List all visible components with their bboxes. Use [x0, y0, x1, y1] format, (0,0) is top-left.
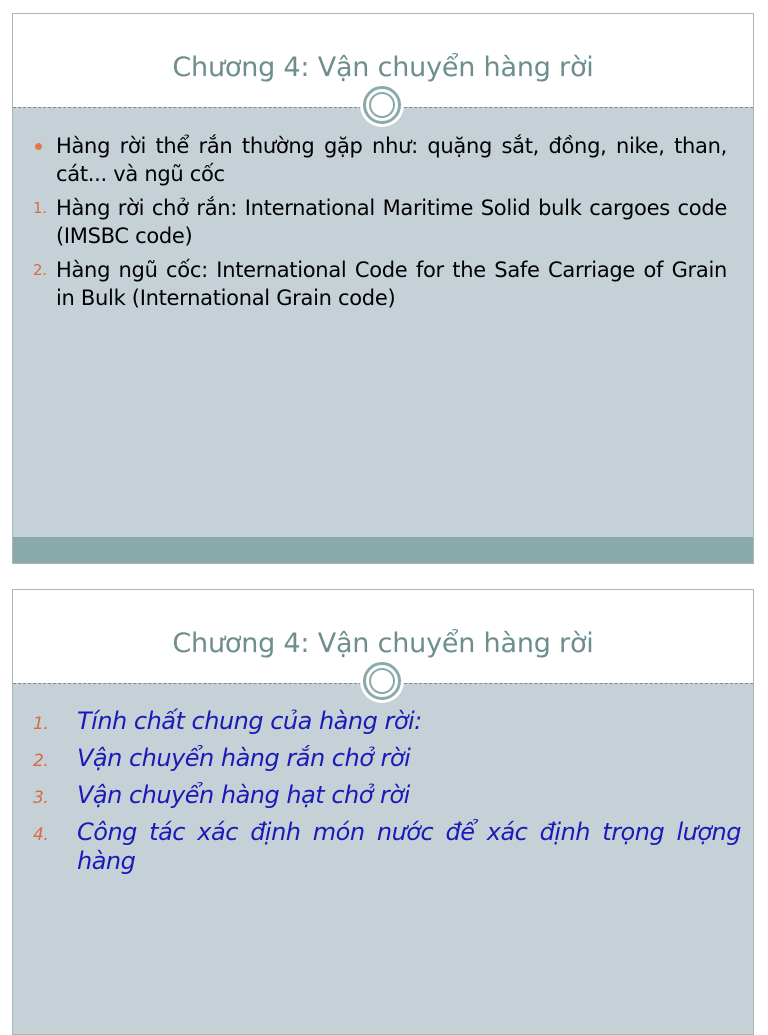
outline-item-text: Vận chuyển hàng rắn chở rời	[77, 744, 411, 772]
list-item-text: Hàng ngũ cốc: International Code for the Safe Carriage of Grain in Bulk (International Grain code)	[56, 258, 727, 310]
outline-item-number: 2.	[33, 751, 49, 771]
bullet-dot-icon	[35, 143, 42, 150]
outline-item	[13, 818, 753, 876]
footer-bar	[13, 537, 753, 563]
outline-item-number: 4.	[33, 825, 49, 845]
outline-item-text: Tính chất chung của hàng rời:	[77, 707, 422, 735]
slide-1	[12, 13, 754, 564]
outline-item-number: 3.	[33, 788, 49, 808]
circle-ornament-icon	[363, 86, 401, 124]
list-item-number: 2.	[33, 261, 47, 279]
outline-item-text: Công tác xác định món nước để xác định trọng lượng hàng	[77, 818, 741, 875]
outline-item	[13, 707, 753, 736]
slide-2	[12, 589, 754, 1035]
slide-content	[13, 132, 753, 318]
outline-item-text: Vận chuyển hàng hạt chở rời	[77, 781, 410, 809]
slide-title: Chương 4: Vận chuyển hàng rời	[172, 52, 594, 83]
list-item	[13, 194, 753, 250]
list-item	[13, 256, 753, 312]
outline-item	[13, 781, 753, 810]
outline-item-number: 1.	[33, 714, 49, 734]
list-item-text: Hàng rời thể rắn thường gặp như: quặng sắt, đồng, nike, than, cát... và ngũ cốc	[56, 134, 727, 186]
outline-item	[13, 744, 753, 773]
slide-content	[13, 707, 753, 884]
list-item	[13, 132, 753, 188]
list-item-number: 1.	[33, 199, 47, 217]
list-item-text: Hàng rời chở rắn: International Maritime Solid bulk cargoes code (IMSBC code)	[56, 196, 727, 248]
circle-ornament-icon	[363, 662, 401, 700]
slide-title: Chương 4: Vận chuyển hàng rời	[172, 628, 594, 659]
